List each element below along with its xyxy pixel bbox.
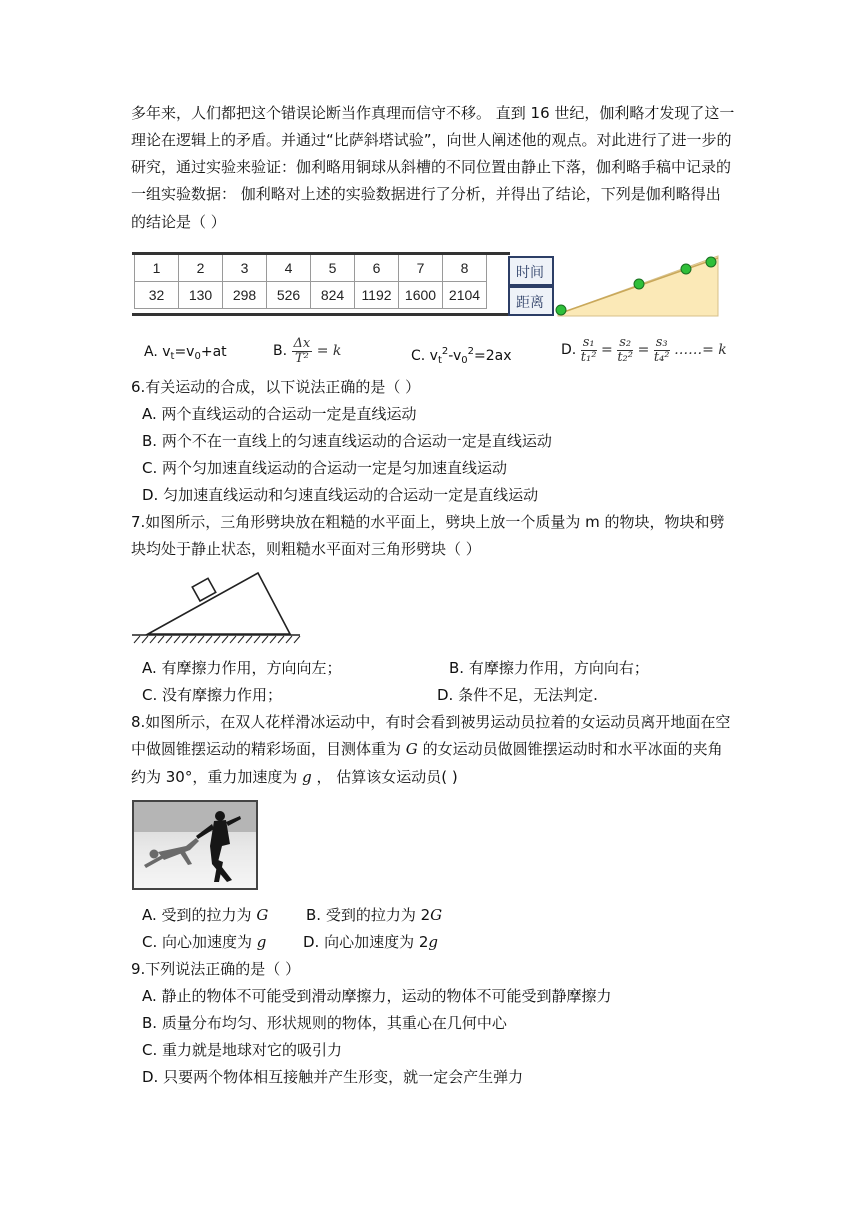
q9-option-c: C. 重力就是地球对它的吸引力 (142, 1041, 343, 1059)
table-cell: 8 (443, 255, 487, 282)
intro-line-2: 理论在逻辑上的矛盾。并通过“比萨斜塔试验”，向世人阐述他的观点。对此进行了进一步的 (131, 131, 732, 149)
table-cell: 2 (179, 255, 223, 282)
table-cell: 824 (311, 282, 355, 309)
q9-stem: 9.下列说法正确的是（ ） (131, 960, 301, 978)
q5-option-a: A. $v_t=v_0+at$ (144, 344, 227, 362)
ball-icon (681, 264, 691, 274)
table-cell: 298 (223, 282, 267, 309)
q9-option-a: A. 静止的物体不可能受到滑动摩擦力，运动的物体不可能受到静摩擦力 (142, 987, 612, 1005)
q6-stem: 6.有关运动的合成，以下说法正确的是（ ） (131, 378, 421, 396)
ground-hatching (134, 636, 300, 643)
table-row-time (135, 255, 487, 282)
q6-option-b: B. 两个不在一直线上的匀速直线运动的合运动一定是直线运动 (142, 432, 552, 450)
table-row-distance (135, 282, 487, 309)
ball-icon (634, 279, 644, 289)
q6-option-d: D. 匀加速直线运动和匀速直线运动的合运动一定是直线运动 (142, 486, 539, 504)
q6-option-c: C. 两个匀加速直线运动的合运动一定是匀加速直线运动 (142, 459, 508, 477)
q8-option-a: A. 受到的拉力为 G (142, 906, 269, 924)
wedge-triangle (148, 573, 290, 634)
ball-icon (706, 257, 716, 267)
q8-stem-line-1: 8.如图所示，在双人花样滑冰运动中，有时会看到被男运动员拉着的女运动员离开地面在空 (131, 713, 731, 731)
q8-option-c: C. 向心加速度为 g (142, 933, 267, 951)
intro-line-5: 的结论是（ ） (131, 213, 226, 231)
q5-option-d: D. $\frac{\text{s₁}}{\text{t₁²}}$ = $\frac{\text{s₂}}{\text{t₂²}}$ = $\frac{\text{s₃}}{\text{t₄²}}$ ……= k (561, 334, 727, 365)
table-cell: 2104 (443, 282, 487, 309)
table-cell: 7 (399, 255, 443, 282)
table-cell: 32 (135, 282, 179, 309)
q9-option-b: B. 质量分布均匀、形状规则的物体，其重心在几何中心 (142, 1014, 507, 1032)
q7-option-a: A. 有摩擦力作用，方向向左； (142, 659, 342, 677)
inclined-plane-figure (552, 250, 722, 322)
table-header-distance: 距离 (508, 286, 554, 316)
q8-option-b: B. 受到的拉力为 2G (306, 906, 443, 924)
intro-line-3: 研究，通过实验来验证：伽利略用铜球从斜槽的不同位置由静止下落，伽利略手稿中记录的 (131, 158, 732, 176)
q6-option-a: A. 两个直线运动的合运动一定是直线运动 (142, 405, 417, 423)
table-cell: 1600 (399, 282, 443, 309)
table-cell: 1192 (355, 282, 399, 309)
intro-line-1: 多年来，人们都把这个错误论断当作真理而信守不移。 直到 16 世纪，伽利略才发现了这一 (131, 104, 735, 122)
q7-option-c: C. 没有摩擦力作用； (142, 686, 283, 704)
ball-icon (556, 305, 566, 315)
q7-option-b: B. 有摩擦力作用，方向向右； (449, 659, 649, 677)
intro-line-4: 一组实验数据： 伽利略对上述的实验数据进行了分析，并得出了结论，下列是伽利略得出 (131, 185, 721, 203)
q7-stem-line-2: 块均处于静止状态，则粗糙水平面对三角形劈块（ ） (131, 540, 481, 558)
skaters-illustration (134, 802, 256, 888)
table-cell: 526 (267, 282, 311, 309)
q7-stem-line-1: 7.如图所示，三角形劈块放在粗糙的水平面上，劈块上放一个质量为 m 的物块，物块和劈 (131, 513, 725, 531)
experiment-data-table (134, 254, 487, 309)
q7-option-d: D. 条件不足，无法判定. (437, 686, 598, 704)
table-cell: 6 (355, 255, 399, 282)
table-cell: 4 (267, 255, 311, 282)
q8-option-d: D. 向心加速度为 2g (303, 933, 439, 951)
table-cell: 130 (179, 282, 223, 309)
table-cell: 5 (311, 255, 355, 282)
table-cell: 1 (135, 255, 179, 282)
table-header-time: 时间 (508, 256, 554, 286)
q8-stem-line-3: 约为 30°，重力加速度为 g ， 估算该女运动员( ) (131, 768, 458, 786)
wedge-figure (130, 566, 302, 648)
table-cell: 3 (223, 255, 267, 282)
q9-option-d: D. 只要两个物体相互接触并产生形变，就一定会产生弹力 (142, 1068, 524, 1086)
figure-skating-photo (132, 800, 258, 890)
q8-stem-line-2: 中做圆锥摆运动的精彩场面，目测体重为 G 的女运动员做圆锥摆运动时和水平冰面的夹角 (131, 740, 723, 758)
q5-option-c: C. $v_t^2-v_0^2=2ax$ (411, 346, 512, 366)
q5-option-b: B. $\frac{\Delta x}{\text{T²}}$ = k (273, 335, 342, 366)
